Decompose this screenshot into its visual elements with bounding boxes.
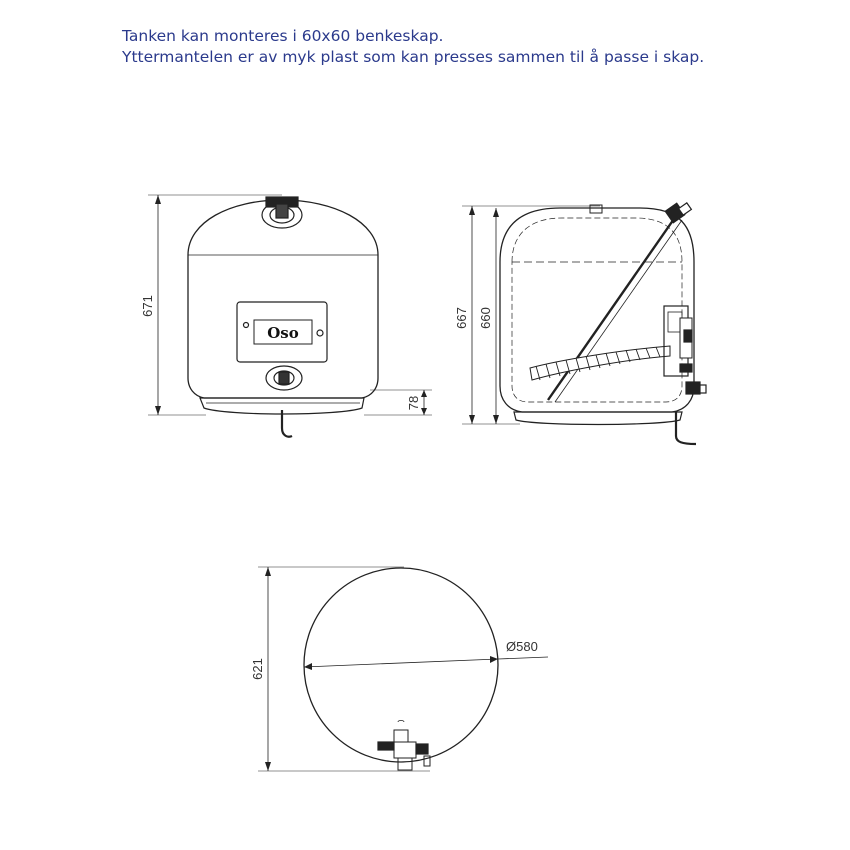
- diameter-dimension-580: Ø580: [506, 639, 538, 654]
- depth-dimension-621: 621: [250, 658, 265, 680]
- thermostat-housing: [664, 306, 692, 376]
- logo-plate: [237, 302, 327, 362]
- caption-line-2: Yttermantelen er av myk plast som kan presses sammen til å passe i skap.: [122, 48, 705, 66]
- outer-height-dimension-667: 667: [454, 307, 469, 329]
- height-dimension-671: 671: [140, 295, 155, 317]
- caption-line-1: Tanken kan monteres i 60x60 benkeskap.: [122, 27, 444, 45]
- front-view: [140, 195, 432, 437]
- top-view: [250, 567, 548, 771]
- side-bottom-valve: [686, 382, 706, 394]
- inner-height-dimension-660: 660: [478, 307, 493, 329]
- base-dimension-78: 78: [406, 395, 421, 411]
- side-view: [454, 203, 706, 444]
- top-fitting: [262, 197, 302, 228]
- heating-element: [530, 346, 670, 380]
- bottom-fitting: [266, 366, 302, 390]
- logo-text: Oso: [267, 324, 299, 342]
- side-top-valve: [665, 203, 691, 223]
